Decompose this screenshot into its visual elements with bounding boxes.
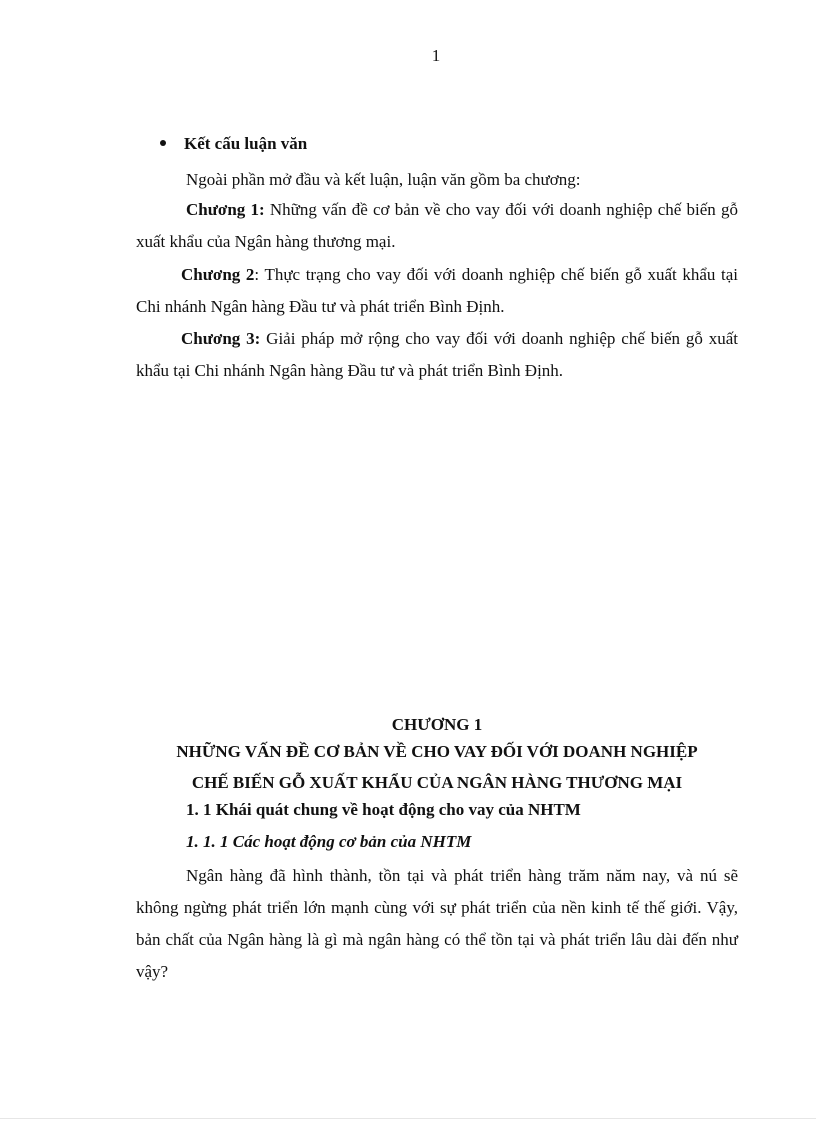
chapter-1-label: Chương 1: bbox=[186, 200, 265, 219]
section-heading-1-1: 1. 1 Khái quát chung về hoạt động cho vay của NHTM bbox=[186, 800, 581, 819]
bullet-dot-icon bbox=[160, 140, 166, 146]
chapter-title-line-2: CHẾ BIẾN GỖ XUẤT KHẨU CỦA NGÂN HÀNG THƯƠNG MẠI bbox=[191, 773, 683, 792]
chapter-2-text: : Thực trạng cho vay đối với doanh nghiệp chế biến gỗ xuất khẩu tại Chi nhánh Ngân hàng Đầu tư và phát triển Bình Định. bbox=[136, 265, 738, 316]
page-bottom-divider bbox=[0, 1118, 816, 1119]
intro-line-text: Ngoài phần mở đầu và kết luận, luận văn gồm ba chương: bbox=[186, 170, 581, 189]
body-paragraph bbox=[136, 860, 738, 988]
intro-line bbox=[136, 164, 738, 196]
chapter-heading bbox=[136, 714, 738, 798]
chapter-label: CHƯƠNG 1 bbox=[391, 715, 483, 734]
page-number: 1 bbox=[431, 46, 441, 65]
chapter-1-text: Những vấn đề cơ bản về cho vay đối với doanh nghiệp chế biến gỗ xuất khẩu của Ngân hàng thương mại. bbox=[136, 200, 738, 251]
chapter-title-line-1: NHỮNG VẤN ĐỀ CƠ BẢN VỀ CHO VAY ĐỐI VỚI DOANH NGHIỆP bbox=[176, 742, 698, 761]
chapter-3-label: Chương 3: bbox=[181, 329, 261, 348]
chapter-2-label: Chương 2 bbox=[181, 265, 255, 284]
chapter-3-summary bbox=[136, 323, 738, 387]
section-heading-1-1-1: 1. 1. 1 Các hoạt động cơ bản của NHTM bbox=[186, 832, 472, 851]
chapter-1-summary bbox=[136, 194, 738, 258]
bullet-heading bbox=[160, 134, 307, 154]
body-paragraph-text: Ngân hàng đã hình thành, tồn tại và phát triển hàng trăm năm nay, và nú sẽ không ngừng phát triển lớn mạnh cùng với sự phát triển của nền kinh tế thế giới. Vậy, bản chất của Ngân hàng là gì mà ngân hàng có thể tồn tại và phát triển lâu dài đến như vậy? bbox=[136, 866, 738, 981]
chapter-3-text: Giải pháp mở rộng cho vay đối với doanh nghiệp chế biến gỗ xuất khẩu tại Chi nhánh Ngân hàng Đầu tư và phát triển Bình Định. bbox=[136, 329, 738, 380]
chapter-2-summary bbox=[136, 259, 738, 323]
bullet-heading-text: Kết cấu luận văn bbox=[184, 134, 308, 153]
